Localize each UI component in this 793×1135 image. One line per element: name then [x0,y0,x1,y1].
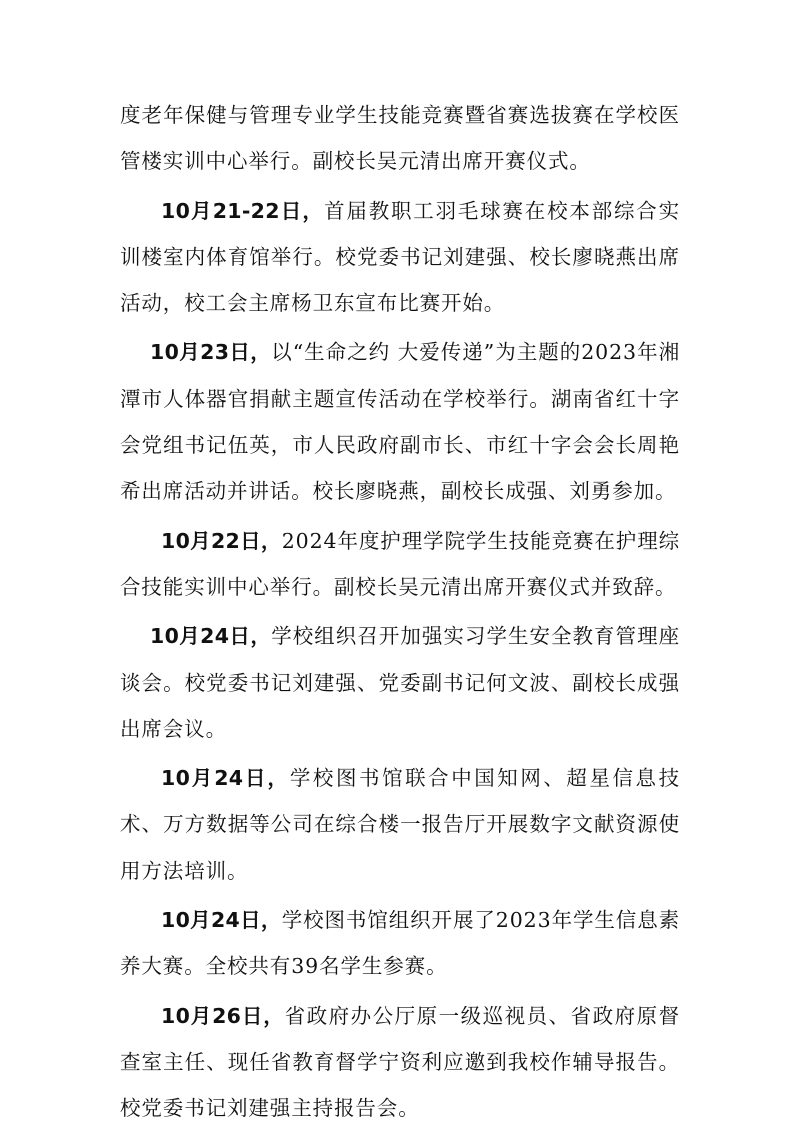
paragraph-oct-23 [120,329,680,514]
paragraph-oct-21-22 [120,188,680,327]
paragraph-text: 学校组织召开加强实习学生安全教育管理座谈会。校党委书记刘建强、党委副书记何文波、副校长成强出席会议。 [120,624,680,741]
paragraph-oct-26 [120,993,680,1132]
paragraph-date: 10月24日， [161,766,290,791]
paragraph-date: 10月24日， [150,624,272,649]
paragraph-text: 以“生命之约 大爱传递”为主题的2023年湘潭市人体器官捐献主题宣传活动在学校举行。湖南省红十字会党组书记伍英，市人民政府副市长、市红十字会会长周艳希出席活动并讲话。校长廖晓燕，副校长成强、刘勇参加。 [120,340,681,504]
paragraph-date: 10月21-22日， [161,198,325,223]
paragraph-date: 10月26日， [161,1003,285,1028]
paragraph-date: 10月24日， [161,908,282,933]
paragraph-date: 10月23日， [150,340,272,365]
paragraph-text: 度老年保健与管理专业学生技能竞赛暨省赛选拔赛在学校医管楼实训中心举行。副校长吴元清出席开赛仪式。 [120,103,680,174]
paragraph-text: 首届教职工羽毛球赛在校本部综合实训楼室内体育馆举行。校党委书记刘建强、校长廖晓燕出席活动，校工会主席杨卫东宣布比赛开始。 [120,198,680,316]
paragraph-oct-22 [120,518,680,611]
paragraph-oct-24-training [120,755,680,894]
paragraph-text: 2024年度护理学院学生技能竞赛在护理综合技能实训中心举行。副校长吴元清出席开赛仪式并致辞。 [120,528,681,599]
document-page [120,92,680,1135]
paragraph-oct-24-contest [120,897,680,990]
paragraph-continuation [120,92,680,185]
paragraph-text: 学校图书馆联合中国知网、超星信息技术、万方数据等公司在综合楼一报告厅开展数字文献资源使用方法培训。 [120,766,680,883]
paragraph-text: 学校图书馆组织开展了2023年学生信息素养大赛。全校共有39名学生参赛。 [120,908,681,979]
paragraph-text: 省政府办公厅原一级巡视员、省政府原督查室主任、现任省教育督学宁资利应邀到我校作辅导报告。校党委书记刘建强主持报告会。 [120,1003,681,1121]
paragraph-oct-24-safety [120,613,680,752]
paragraph-date: 10月22日， [161,528,282,553]
